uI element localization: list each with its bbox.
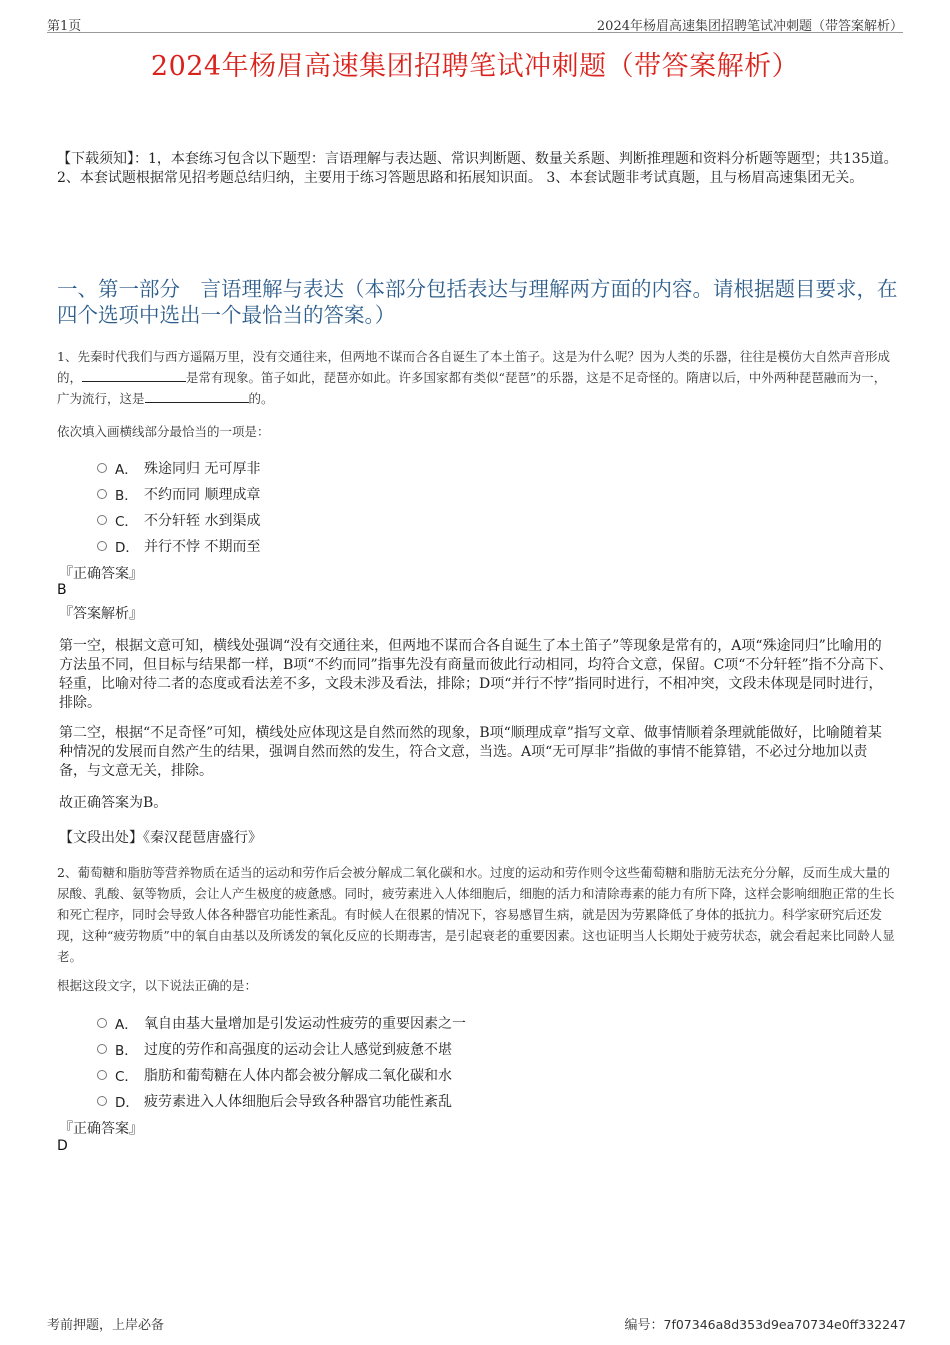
question-1-analysis-label: 『答案解析』 — [59, 606, 143, 622]
question-2-stem: 2、葡萄糖和脂肪等营养物质在适当的运动和劳作后会被分解成二氧化碳和水。过度的运动和劳作则令这些葡萄糖和脂肪无法充分分解，反而生成大量的尿酸、乳酸、氨等物质，会让人产生极度的疲惫感。同时，疲劳素进入人体细胞后，细胞的活力和清除毒素的能力有所下降，这样会影响细胞正常的生长和死亡程序，同时会导致人体各种器官功能性紊乱。有时候人在很累的情况下，容易感冒生病，就是因为劳累降低了身体的抵抗力。科学家研究后还发现，这种“疲劳物质”中的氧自由基以及所诱发的氧化反应的长期毒害，是引起衰老的重要因素。这也证明当人长期处于疲劳状态，就会看起来比同龄人显老。 — [57, 865, 895, 964]
question-2-prompt: 根据这段文字，以下说法正确的是： — [57, 978, 258, 993]
document-title: 2024年杨眉高速集团招聘笔试冲刺题（带答案解析） — [150, 51, 800, 82]
radio-button[interactable] — [97, 1070, 107, 1080]
section-heading: 一、第一部分 言语理解与表达（本部分包括表达与理解两方面的内容。请根据题目要求，在四个选项中选出一个最恰当的答案。） — [57, 277, 898, 327]
question-2-answer: D — [57, 1138, 68, 1154]
footer-code-value: 7f07346a8d353d9ea70734e0ff332247 — [663, 1317, 906, 1332]
radio-button[interactable] — [97, 515, 107, 525]
question-1-analysis-1: 第一空，根据文意可知，横线处强调“没有交通往来，但两地不谋而合各自诞生了本土笛子”等现象是常有的，A项“殊途同归”比喻用的方法虽不同，但目标与结果都一样，B项“不约而同”指事先没有商量而彼此行动相同，均符合文意，保留。C项“不分轩轾”指不分高下、轻重，比喻对待二者的态度或看法差不多，文段未涉及看法，排除；D项“并行不悖”指同时进行，不相冲突，文段未体现是同时进行，排除。 — [59, 638, 893, 711]
question-1-answer-label: 『正确答案』 — [59, 566, 143, 582]
radio-button[interactable] — [97, 489, 107, 499]
footer-code-label: 编号： — [624, 1318, 664, 1333]
page-number: 第1页 — [47, 19, 82, 34]
question-1-text-c: 的。 — [248, 391, 274, 406]
radio-button[interactable] — [97, 463, 107, 473]
question-2-answer-label: 『正确答案』 — [59, 1121, 143, 1137]
download-notice: 【下载须知】：1，本套练习包含以下题型：言语理解与表达题、常识判断题、数量关系题、判断推理题和资料分析题等题型；共135道。 2、本套试题根据常见招考题总结归纳，主要用于练习答题思路和拓展知识面。 3、本套试题非考试真题，且与杨眉高速集团无关。 — [57, 151, 898, 186]
question-1-stem — [57, 346, 898, 409]
question-1-source: 【文段出处】《秦汉琵琶唐盛行》 — [59, 830, 262, 846]
fill-blank-2 — [145, 390, 249, 403]
question-1-conclusion: 故正确答案为B。 — [59, 795, 168, 811]
radio-button[interactable] — [97, 541, 107, 551]
radio-button[interactable] — [97, 1018, 107, 1028]
question-1-answer: B — [57, 582, 67, 598]
question-1-text-a: 1、先秦时代我们与西方遥隔万里，没有交通往来，但两地不谋而合各自诞生了本土笛子。这是为什么呢？因为人类的乐器，往往是模仿大自然声音形成的， — [57, 349, 890, 385]
page-header — [47, 14, 903, 33]
question-1-text-b: 是常有现象。笛子如此，琵琶亦如此。许多国家都有类似“琵琶”的乐器，这是不足奇怪的。隋唐以后，中外两种琵琶融而为一，广为流行，这是 — [57, 370, 887, 406]
question-1-prompt: 依次填入画横线部分最恰当的一项是： — [57, 424, 270, 439]
footer-slogan: 考前押题，上岸必备 — [47, 1318, 165, 1333]
question-1-analysis-2: 第二空，根据“不足奇怪”可知，横线处应体现这是自然而然的现象，B项“顺理成章”指写文章、做事情顺着条理就能做好，比喻随着某种情况的发展而自然产生的结果，强调自然而然的发生，符合文意，当选。A项“无可厚非”指做的事情不能算错，不必过分地加以责备，与文意无关，排除。 — [59, 725, 882, 779]
radio-button[interactable] — [97, 1096, 107, 1106]
radio-button[interactable] — [97, 1044, 107, 1054]
header-doc-title: 2024年杨眉高速集团招聘笔试冲刺题（带答案解析） — [596, 19, 903, 34]
fill-blank-1 — [82, 369, 186, 382]
footer-code — [624, 1314, 906, 1333]
